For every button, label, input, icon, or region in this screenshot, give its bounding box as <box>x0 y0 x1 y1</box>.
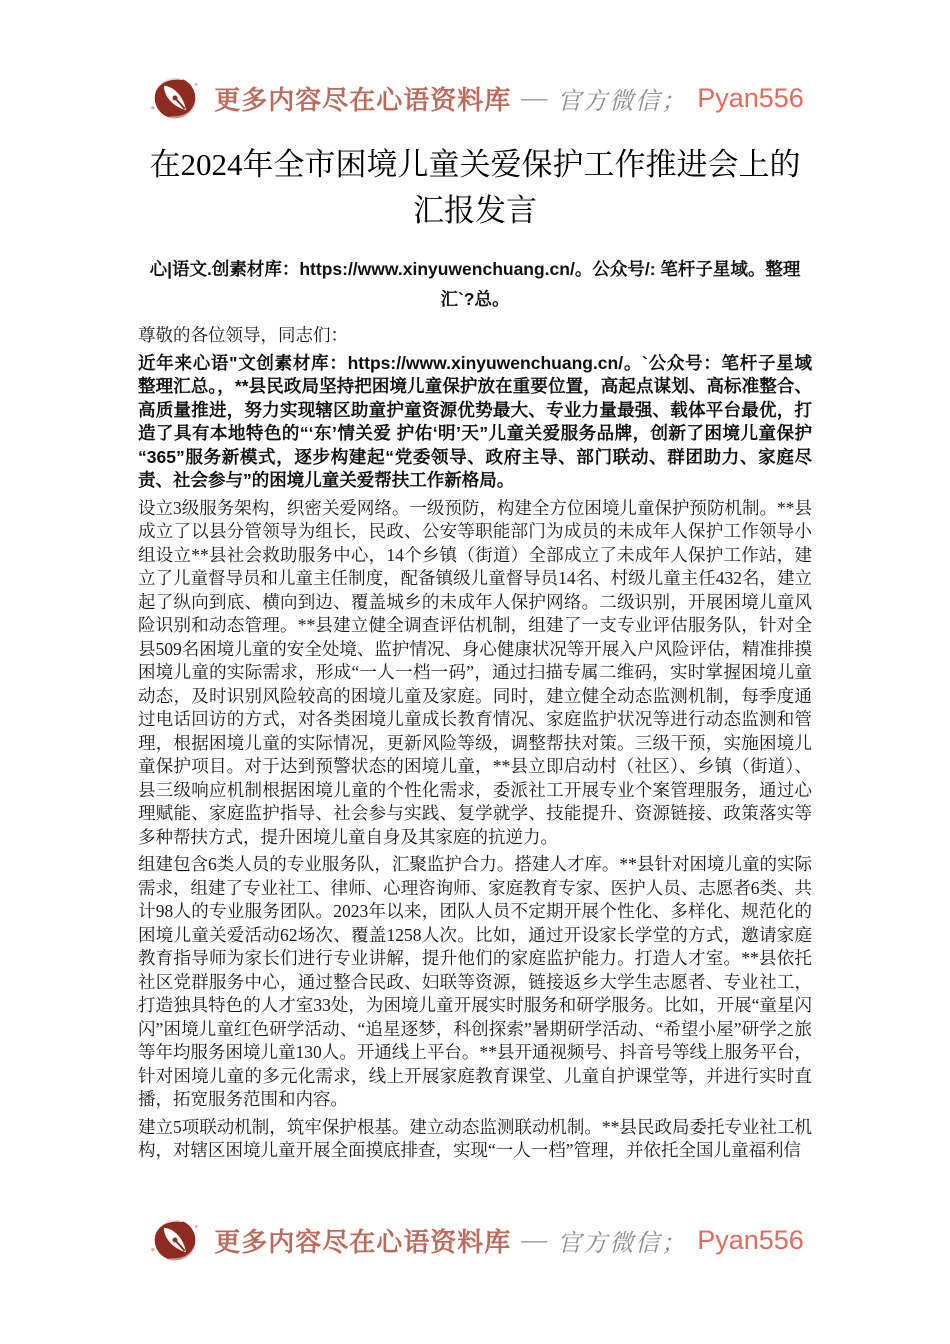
footer-wechat-label: 官方微信； <box>557 1230 688 1257</box>
footer-watermark <box>0 1202 950 1344</box>
footer-wechat-id: Pyan556 <box>697 1224 804 1255</box>
header-brand-text: 更多内容尽在心语资料库 <box>214 85 512 115</box>
paragraph-intro: 近年来心语"文创素材库：https://www.xinyuwenchuang.cn/。`公众号：笔杆子星域整理汇总。，**县民政局坚持把困境儿童保护放在重要位置，高起点谋划、高标准整合、高质量推进，努力实现辖区助童护童资源优势最大、专业力量最强、载体平台最优，打造了具有本地特色的“‘东’情关爱 护佑‘明’天”儿童关爱服务品牌，创新了困境儿童保护“365”服务新模式，逐步构建起“党委领导、政府主导、部门联动、群团助力、家庭尽责、社会参与”的困境儿童关爱帮扶工作新格局。 <box>138 352 812 490</box>
source-subtitle: 心|语文.创素材库：https://www.xinyuwenchuang.cn/。公众号/: 笔杆子星域。整理汇`?总。 <box>149 259 801 309</box>
paragraph-section-1: 设立3级服务架构，织密关爱网络。一级预防，构建全方位困境儿童保护预防机制。**县成立了以县分管领导为组长，民政、公安等职能部门为成员的未成年人保护工作领导小组设立**县社会救助服务中心，14个乡镇（街道）全部成立了未成年人保护工作站，建立了儿童督导员和儿童主任制度，配备镇级儿童督导员14名、村级儿童主任432名，建立起了纵向到底、横向到边、覆盖城乡的未成年人保护网络。二级识别，开展困境儿童风险识别和动态管理。**县建立健全调查评估机制，组建了一支专业评估服务队，针对全县509名困境儿童的安全处境、监护情况、身心健康状况等开展入户风险评估，精准排摸困境儿童的实际需求，形成“一人一档一码”，通过扫描专属二维码，实时掌握困境儿童动态，及时识别风险较高的困境儿童及家庭。同时，建立健全动态监测机制，每季度通过电话回访的方式，对各类困境儿童成长教育情况、家庭监护状况等进行动态监测和管理，根据困境儿童的实际情况，更新风险等级，调整帮扶对策。三级干预，实施困境儿童保护项目。对于达到预警状态的困境儿童，**县立即启动村（社区）、乡镇（街道）、县三级响应机制根据困境儿童的个性化需求，委派社工开展专业个案管理服务，通过心理赋能、家庭监护指导、社会参与实践、复学就学、技能提升、资源链接、政策落实等多种帮扶方式，提升困境儿童自身及其家庭的抗逆力。 <box>138 497 812 847</box>
footer-brand-text: 更多内容尽在心语资料库 <box>214 1227 512 1257</box>
paragraph-section-3: 建立5项联动机制，筑牢保护根基。建立动态监测联动机制。**县民政局委托专业社工机构，对辖区困境儿童开展全面摸底排查，实现“一人一档”管理，并依托全国儿童福利信 <box>138 1116 812 1160</box>
pen-nib-logo-icon <box>146 72 204 124</box>
header-wechat-label: 官方微信； <box>557 88 688 115</box>
paragraph-greeting: 尊敬的各位领导，同志们： <box>138 325 348 345</box>
paragraph-section-2: 组建包含6类人员的专业服务队，汇聚监护合力。搭建人才库。**县针对困境儿童的实际需求，组建了专业社工、律师、心理咨询师、家庭教育专家、医护人员、志愿者6类、共计98人的专业服务团队。2023年以来，团队人员不定期开展个性化、多样化、规范化的困境儿童关爱活动62场次、覆盖1258人次。比如，通过开设家长学堂的方式，邀请家庭教育指导师为家长们进行专业讲解，提升他们的家庭监护能力。打造人才室。**县依托社区党群服务中心，通过整合民政、妇联等资源，链接返乡大学生志愿者、专业社工，打造独具特色的人才室33处，为困境儿童开展实时服务和研学服务。比如，开展“童星闪闪”困境儿童红色研学活动、“追星逐梦，科创探索”暑期研学活动、“希望小屋”研学之旅等年均服务困境儿童130人。开通线上平台。**县开通视频号、抖音号等线上服务平台，针对困境儿童的多元化需求，线上开展家庭教育课堂、儿童自护课堂等，并进行实时直播，拓宽服务范围和内容。 <box>138 854 812 1109</box>
header-watermark <box>138 70 812 126</box>
document-body <box>138 324 812 1166</box>
pen-nib-logo-icon <box>146 1214 204 1266</box>
footer-dash: — <box>521 1225 548 1254</box>
header-dash: — <box>521 83 548 112</box>
header-wechat-id: Pyan556 <box>697 82 804 113</box>
page-title: 在2024年全市困境儿童关爱保护工作推进会上的汇报发言 <box>149 147 801 228</box>
